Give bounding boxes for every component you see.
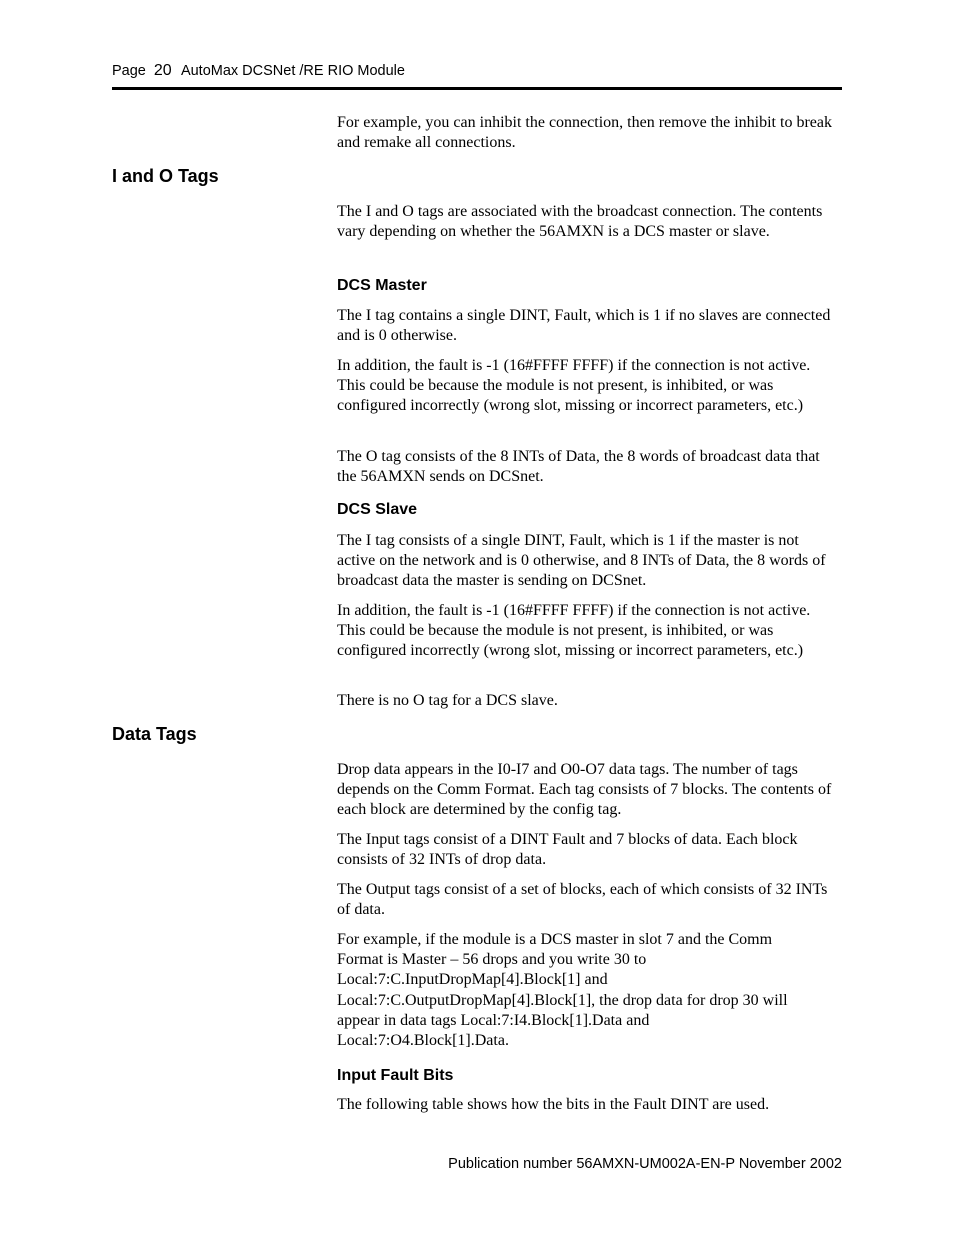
paragraph-line: Local:7:C.InputDropMap[4].Block[1] and bbox=[337, 971, 608, 989]
header-rule bbox=[112, 87, 842, 90]
data-tags-paragraph-4 bbox=[337, 930, 840, 1051]
paragraph-line: For example, if the module is a DCS master in slot 7 and the Comm bbox=[337, 931, 773, 948]
section-heading-io-tags: I and O Tags bbox=[112, 166, 219, 186]
section-heading-data-tags: Data Tags bbox=[112, 724, 197, 744]
paragraph-line: Format is Master – 56 drops and you write 30 to bbox=[337, 951, 647, 969]
page-label: Page bbox=[112, 63, 146, 79]
io-tags-paragraph: The I and O tags are associated with the broadcast connection. The contents vary depending on whether the 56AMXN is a DCS master or slave. bbox=[337, 203, 823, 241]
paragraph-line: Local:7:C.OutputDropMap[4].Block[1], the drop data for drop 30 will bbox=[337, 991, 788, 1009]
data-tags-paragraph-3: The Output tags consist of a set of blocks, each of which consists of 32 INTs of data. bbox=[337, 881, 828, 919]
dcs-master-paragraph-2: In addition, the fault is -1 (16#FFFF FFFF) if the connection is not active. This could be because the module is not present, is inhibited, or was configured incorrectly (wrong slot, missing or incorrect parameters, etc.) bbox=[337, 357, 811, 415]
input-fault-bits-paragraph: The following table shows how the bits in the Fault DINT are used. bbox=[337, 1096, 770, 1113]
subheading-dcs-master: DCS Master bbox=[337, 277, 427, 294]
data-tags-paragraph-2: The Input tags consist of a DINT Fault and 7 blocks of data. Each block consists of 32 INTs of drop data. bbox=[337, 831, 798, 869]
page-header bbox=[112, 62, 842, 80]
subheading-input-fault-bits: Input Fault Bits bbox=[337, 1067, 454, 1084]
dcs-master-paragraph-3: The O tag consists of the 8 INTs of Data, the 8 words of broadcast data that the 56AMXN sends on DCSnet. bbox=[337, 448, 820, 486]
dcs-slave-paragraph-1: The I tag consists of a single DINT, Fault, which is 1 if the master is not active on the network and is 0 otherwise, and 8 INTs of Data, the 8 words of broadcast data the master is sending on DCSnet. bbox=[337, 532, 826, 590]
subheading-dcs-slave: DCS Slave bbox=[337, 501, 418, 518]
paragraph-line: Local:7:O4.Block[1].Data. bbox=[337, 1032, 509, 1050]
page-number: 20 bbox=[153, 62, 172, 79]
publication-footer: Publication number 56AMXN-UM002A-EN-P November 2002 bbox=[448, 1156, 842, 1172]
dcs-master-paragraph-1: The I tag contains a single DINT, Fault, which is 1 if no slaves are connected and is 0 otherwise. bbox=[337, 307, 831, 345]
data-tags-paragraph-1: Drop data appears in the I0-I7 and O0-O7 data tags. The number of tags depends on the Comm Format. Each tag consists of 7 blocks. The contents of each block are determined by the config tag. bbox=[337, 761, 832, 819]
dcs-slave-paragraph-3: There is no O tag for a DCS slave. bbox=[337, 692, 558, 709]
document-title: AutoMax DCSNet /RE RIO Module bbox=[180, 63, 405, 79]
dcs-slave-paragraph-2: In addition, the fault is -1 (16#FFFF FFFF) if the connection is not active. This could be because the module is not present, is inhibited, or was configured incorrectly (wrong slot, missing or incorrect parameters, etc.) bbox=[337, 602, 811, 660]
intro-paragraph: For example, you can inhibit the connection, then remove the inhibit to break and remake all connections. bbox=[337, 114, 832, 152]
paragraph-line: appear in data tags Local:7:I4.Block[1].Data and bbox=[337, 1011, 650, 1029]
